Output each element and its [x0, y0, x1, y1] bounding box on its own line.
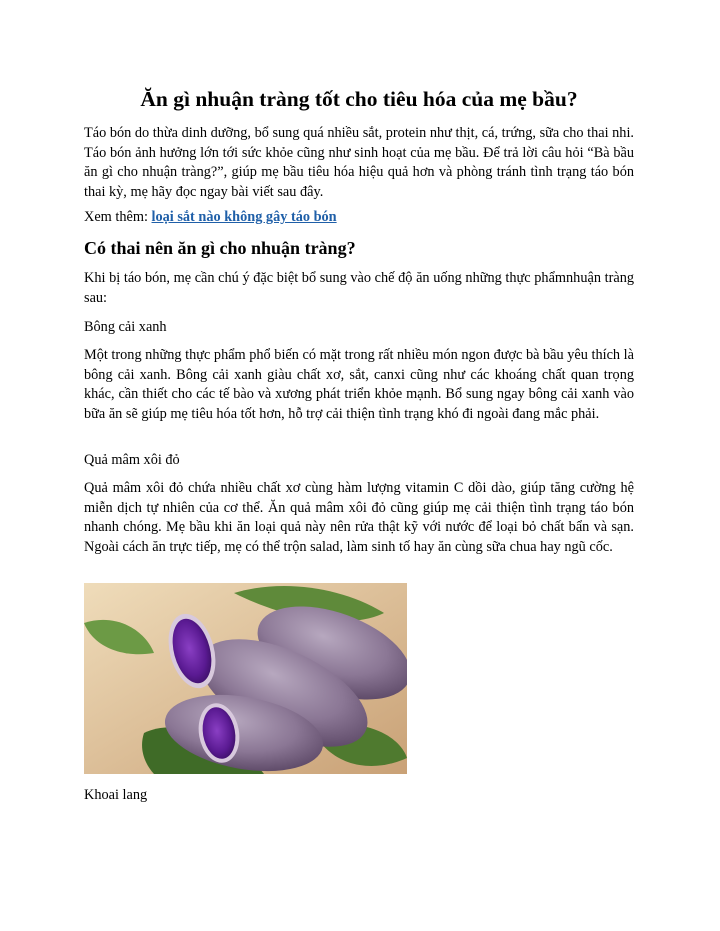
item-heading-raspberry: Quả mâm xôi đỏ: [84, 452, 180, 468]
sweet-potato-illustration: [84, 583, 407, 774]
section-heading: Có thai nên ăn gì cho nhuận tràng?: [84, 238, 356, 258]
see-more-link[interactable]: loại sắt nào không gây táo bón: [151, 209, 337, 225]
sweet-potato-photo: [84, 583, 407, 774]
item-heading-broccoli: Bông cải xanh: [84, 319, 167, 335]
see-more-label: Xem thêm:: [84, 209, 148, 225]
section-intro-paragraph: Khi bị táo bón, mẹ cần chú ý đặc biệt bổ sung vào chế độ ăn uống những thực phẩmnhuận tràng sau:: [84, 270, 634, 306]
item-description-broccoli: Một trong những thực phẩm phổ biến có mặt trong rất nhiều món ngon được bà bầu yêu thích là bông cải xanh. Bông cải xanh giàu chất xơ, sắt, canxi cũng như các khoáng chất quan trọng khác, cần thiết cho các tế bào và xương phát triển khỏe mạnh. Bổ sung ngay bông cải xanh vào bữa ăn sẽ giúp mẹ tiêu hóa tốt hơn, hỗ trợ cải thiện tình trạng khó đi ngoài đang mắc phải.: [84, 347, 634, 422]
article-title: Ăn gì nhuận tràng tốt cho tiêu hóa của mẹ bầu?: [140, 87, 578, 111]
see-more-line: [84, 208, 634, 228]
image-caption: Khoai lang: [84, 787, 148, 803]
item-description-raspberry: Quả mâm xôi đỏ chứa nhiều chất xơ cùng hàm lượng vitamin C dồi dào, giúp tăng cường hệ miễn dịch tự nhiên của cơ thể. Ăn quả mâm xôi đỏ cũng giúp mẹ cải thiện tình trạng táo bón nhanh chóng. Mẹ bầu khi ăn loại quả này nên rửa thật kỹ với nước để loại bỏ chất bẩn và sạn. Ngoài cách ăn trực tiếp, mẹ có thể trộn salad, làm sinh tố hay ăn cùng sữa chua hay ngũ cốc.: [84, 480, 634, 555]
intro-paragraph: Táo bón do thừa dinh dưỡng, bổ sung quá nhiều sắt, protein như thịt, cá, trứng, sữa cho thai nhi. Táo bón ảnh hưởng lớn tới sức khỏe cũng như sinh hoạt của mẹ bầu. Để trả lời câu hỏi “Bà bầu ăn gì cho nhuận tràng?”, giúp mẹ bầu tiêu hóa hiệu quả hơn và phòng tránh tình trạng táo bón thai kỳ, mẹ hãy đọc ngay bài viết sau đây.: [84, 125, 634, 200]
